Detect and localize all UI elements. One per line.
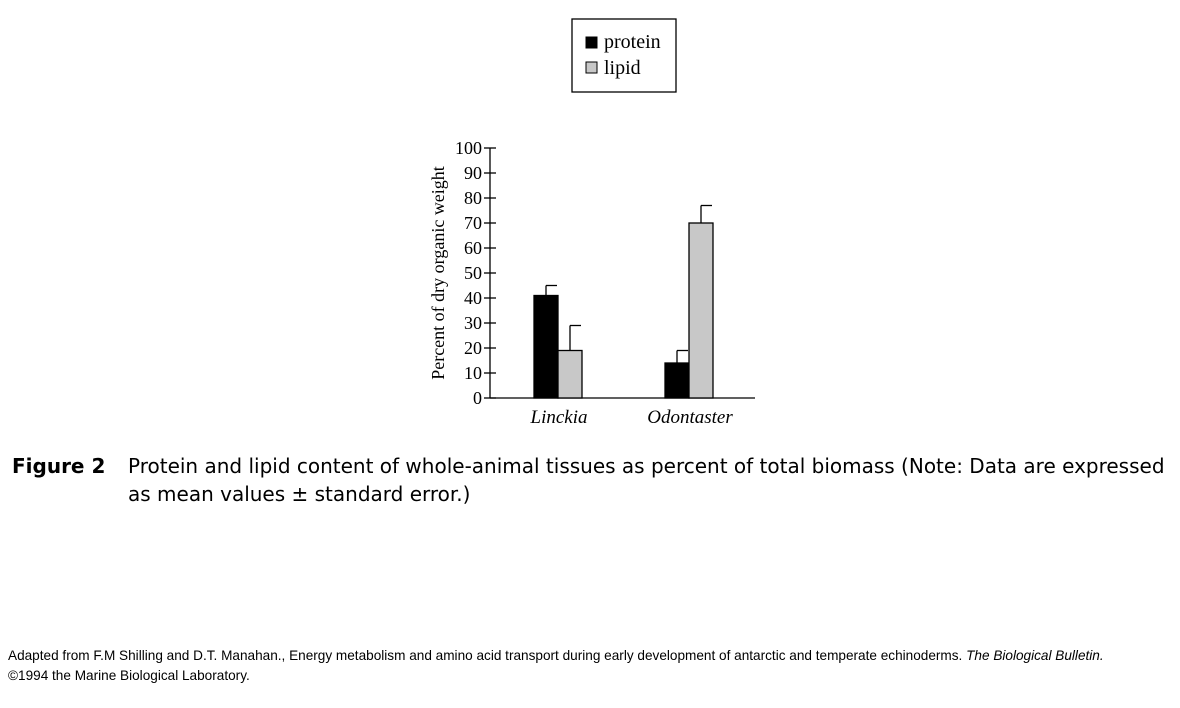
credit-text: Adapted from F.M Shilling and D.T. Manahan., Energy metabolism and amino acid transport during early development of antarctic and temperate echinoderms. — [8, 648, 963, 663]
y-tick-label: 90 — [464, 163, 482, 183]
y-axis — [455, 138, 496, 408]
legend-label-lipid: lipid — [604, 57, 641, 79]
bar-protein-linckia — [534, 296, 558, 399]
y-tick-label: 0 — [473, 388, 482, 408]
y-tick-label: 10 — [464, 363, 482, 383]
x-tick-label-linckia: Linckia — [530, 407, 588, 428]
credit-journal: The Biological Bulletin. — [966, 648, 1104, 663]
bars — [534, 206, 713, 399]
y-tick-label: 20 — [464, 338, 482, 358]
figure-label: Figure 2 — [12, 454, 106, 478]
y-tick-label: 70 — [464, 213, 482, 233]
figure-caption-text: Protein and lipid content of whole-animal tissues as percent of total biomass (Note: Data are expressed as mean values ± standard error.) — [128, 454, 1165, 506]
y-tick-label: 80 — [464, 188, 482, 208]
bar-lipid-linckia — [558, 351, 582, 399]
legend-label-protein: protein — [604, 31, 661, 53]
legend-swatch-lipid — [586, 62, 597, 73]
source-credit — [8, 646, 1173, 686]
legend-box — [572, 19, 676, 92]
x-tick-labels — [530, 407, 734, 428]
figure-caption — [12, 452, 1172, 508]
y-tick-label: 60 — [464, 238, 482, 258]
y-tick-label: 50 — [464, 263, 482, 283]
bar-protein-odontaster — [665, 363, 689, 398]
credit-copyright: ©1994 the Marine Biological Laboratory. — [8, 668, 250, 683]
y-tick-label: 40 — [464, 288, 482, 308]
legend-swatch-protein — [586, 37, 597, 48]
legend — [572, 19, 676, 92]
y-axis-label: Percent of dry organic weight — [428, 166, 448, 380]
x-tick-label-odontaster: Odontaster — [647, 407, 733, 428]
y-tick-label: 30 — [464, 313, 482, 333]
bar-lipid-odontaster — [689, 223, 713, 398]
y-tick-label: 100 — [455, 138, 482, 158]
